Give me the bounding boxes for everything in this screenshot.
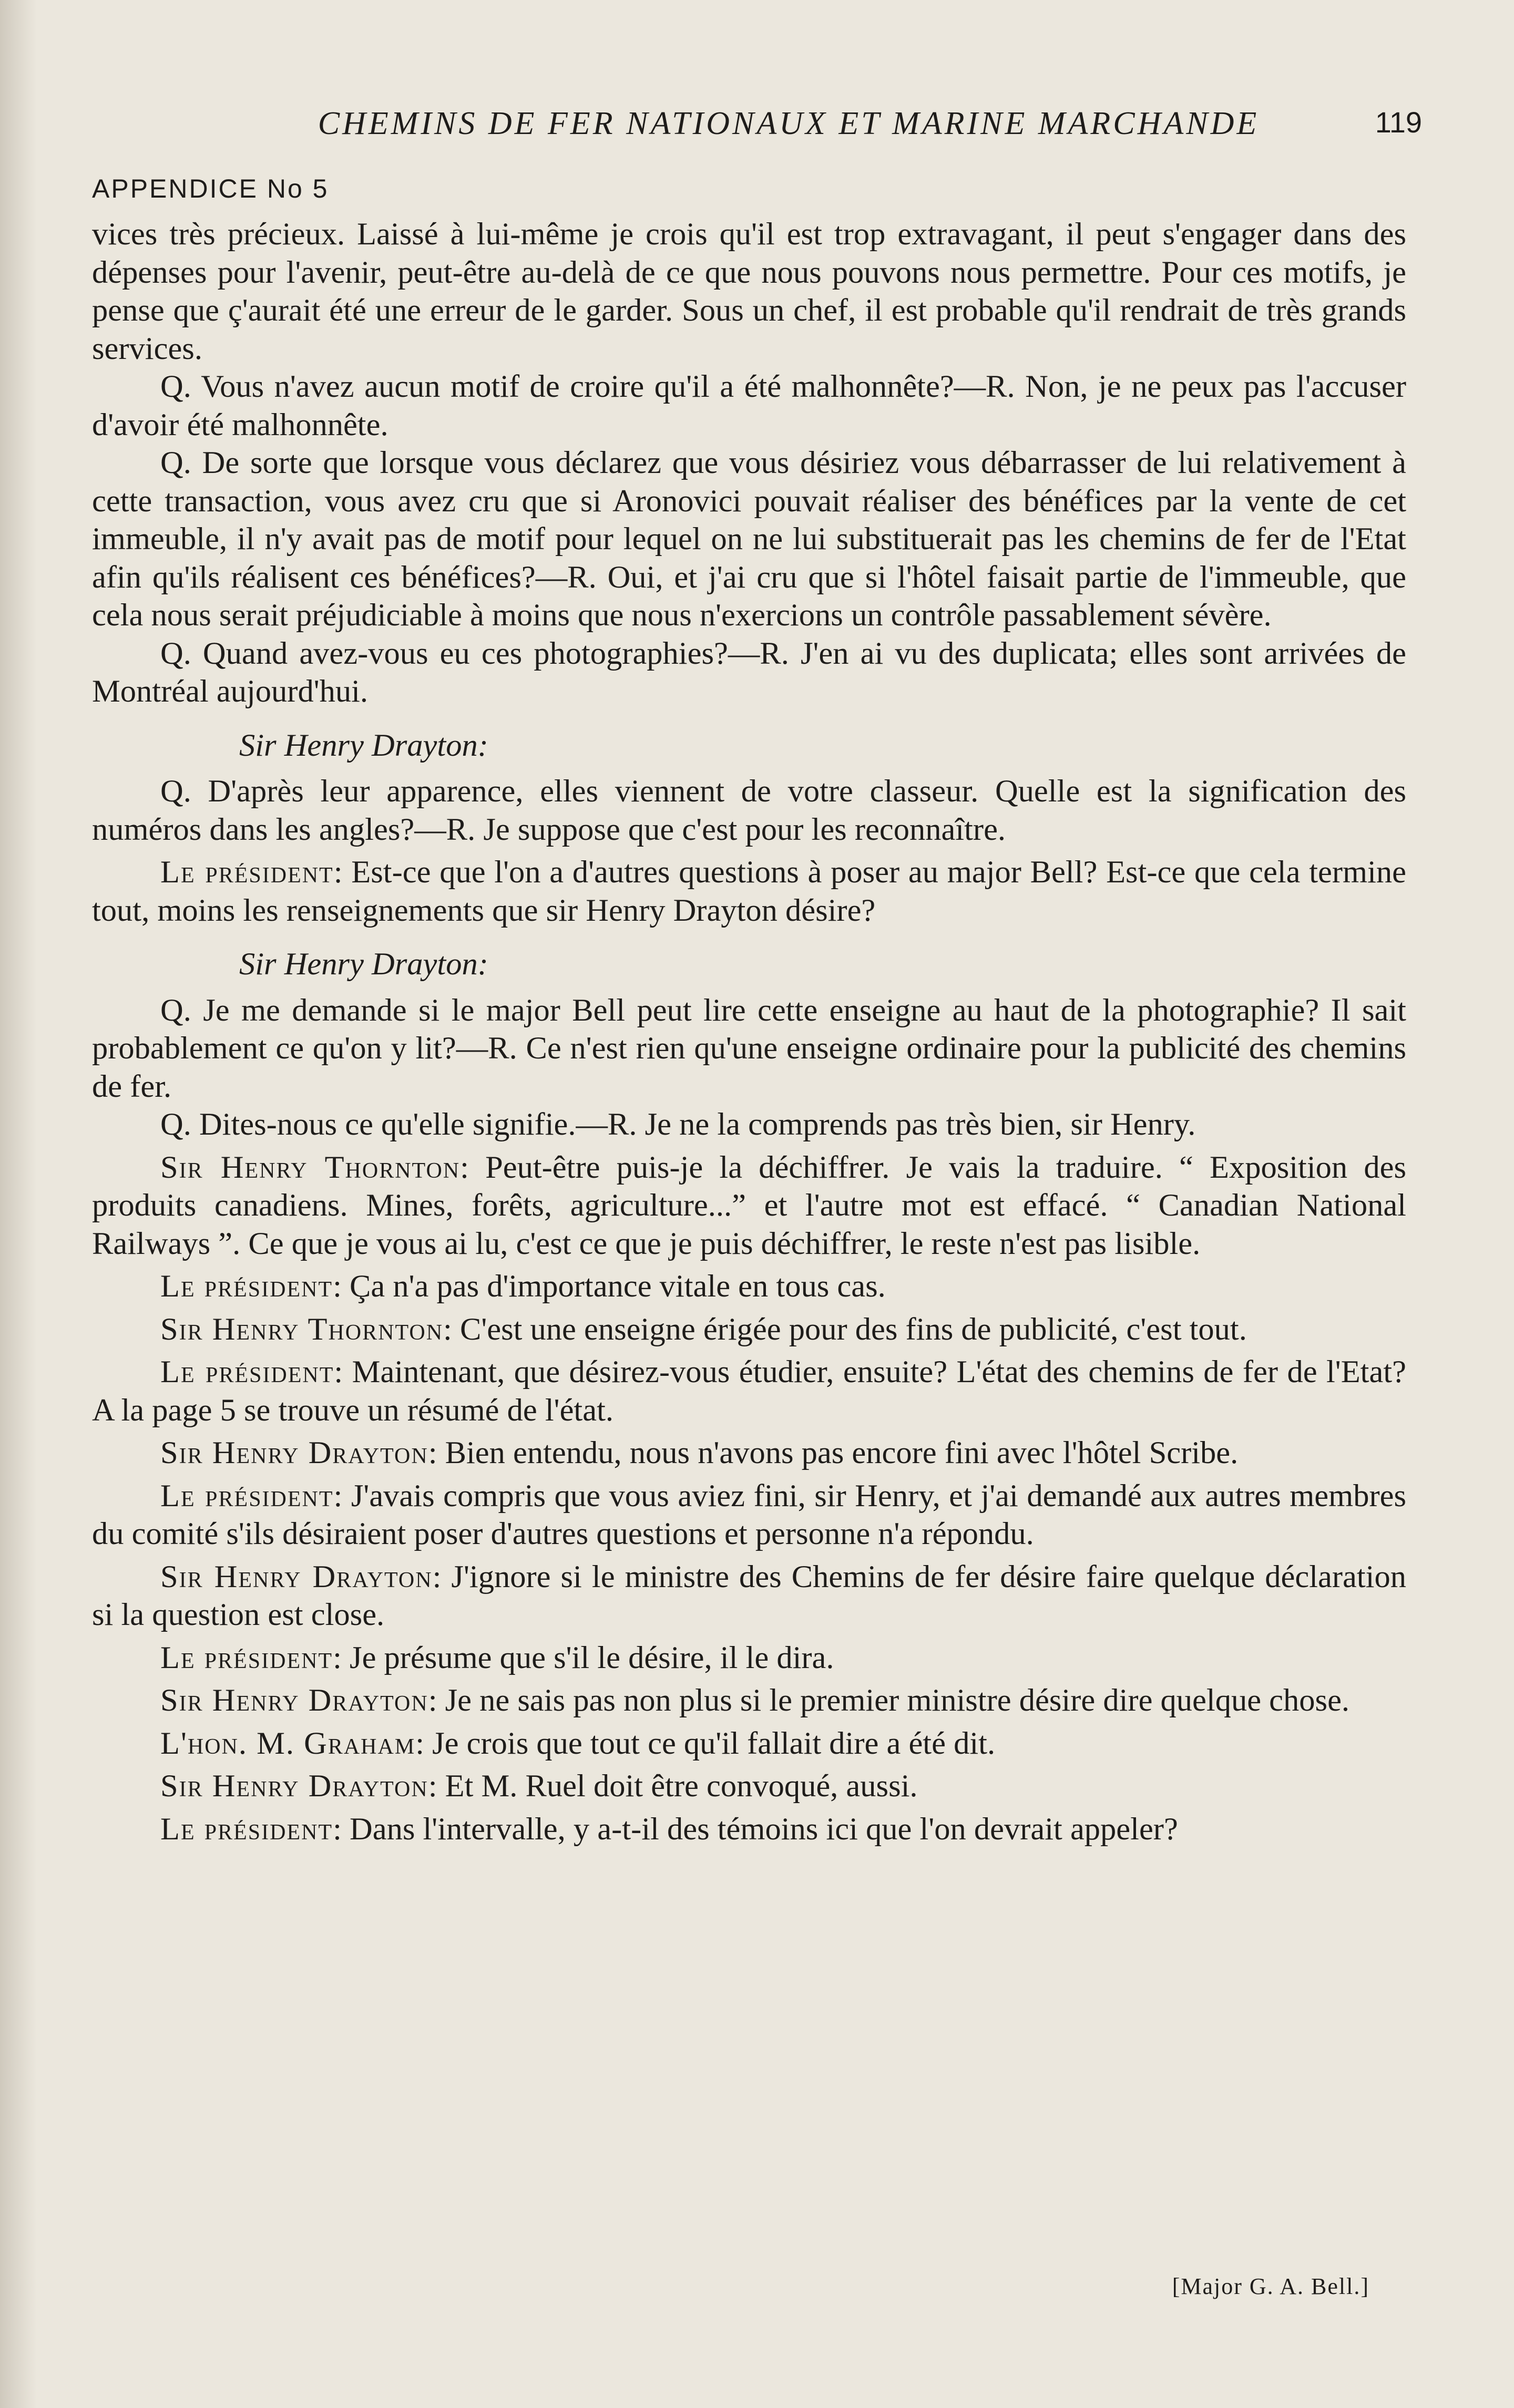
paragraph-16 bbox=[92, 1639, 1406, 1678]
paragraph-3: Q. De sorte que lorsque vous déclarez que vous désiriez vous débarrasser de lui relativement à cette transaction, vous avez cru que si Aronovici pouvait réaliser des bénéfices par la vente de cet immeuble, il n'y avait pas de motif pour lequel on ne lui substituerait pas les chemins de fer de l'Etat afin qu'ils réalisent ces bénéfices?—R. Oui, et j'ai cru que si l'hôtel faisait partie de l'immeuble, que cela nous serait préjudiciable à moins que nous n'exercions un contrôle passablement sévère. bbox=[92, 445, 1406, 633]
paragraph-15 bbox=[92, 1558, 1406, 1634]
speech-text: : Et M. Ruel doit être convoqué, aussi. bbox=[428, 1768, 918, 1804]
paragraph-5: Q. D'après leur apparence, elles viennent de votre classeur. Quelle est la signification des numéros dans les angles?—R. Je suppose que c'est pour les reconnaître. bbox=[92, 774, 1406, 847]
speaker-name: Sir Henry Thornton bbox=[160, 1149, 461, 1185]
page-edge-shadow bbox=[0, 0, 37, 2408]
paragraph-1: vices très précieux. Laissé à lui-même je crois qu'il est trop extravagant, il peut s'engager dans des dépenses pour l'avenir, peut-être au-delà de ce que nous pouvons nous permettre. Pour ces motifs, je pense que ç'aurait été une erreur de le garder. Sous un chef, il est probable qu'il rendrait de très grands services. bbox=[92, 217, 1406, 366]
paragraph-2: Q. Vous n'avez aucun motif de croire qu'il a été malhonnête?—R. Non, je ne peux pas l'accuser d'avoir été malhonnête. bbox=[92, 369, 1406, 443]
speech-text: : Je crois que tout ce qu'il fallait dire a été dit. bbox=[415, 1725, 996, 1761]
speaker-name: Sir Henry Drayton bbox=[160, 1435, 428, 1470]
speaker-name: Le président bbox=[160, 1269, 333, 1304]
running-title: CHEMINS DE FER NATIONAUX ET MARINE MARCHANDE bbox=[318, 106, 1260, 141]
speaker-name: L'hon. M. Graham bbox=[160, 1725, 416, 1761]
speaker-name: Sir Henry Drayton bbox=[160, 1683, 428, 1718]
speech-text: : Peut-être puis-je la déchiffrer. Je vais la traduire. “ Exposition des produits canadiens. Mines, forêts, agriculture...” et l'autre mot est effacé. “ Canadian National Railways ”. Ce que je vous ai lu, c'est ce que je puis déchiffrer, le reste n'est pas lisible. bbox=[92, 1149, 1406, 1261]
speaker-name: Le président bbox=[160, 1354, 334, 1390]
paragraph-12 bbox=[92, 1353, 1406, 1429]
paragraph-14 bbox=[92, 1477, 1406, 1553]
page-number: 119 bbox=[1375, 106, 1422, 139]
paragraph-9 bbox=[92, 1149, 1406, 1263]
speaker-name: Sir Henry Thornton bbox=[160, 1311, 444, 1347]
witness-footer: [Major G. A. Bell.] bbox=[1172, 2273, 1369, 2299]
speech-text: : Maintenant, que désirez-vous étudier, ensuite? L'état des chemins de fer de l'Etat? A la page 5 se trouve un résumé de l'état. bbox=[92, 1354, 1406, 1428]
paragraph-7: Q. Je me demande si le major Bell peut lire cette enseigne au haut de la photographie? Il sait probablement ce qu'on y lit?—R. Ce n'est rien qu'une enseigne ordinaire pour la publicité des chemins de fer. bbox=[92, 992, 1406, 1104]
paragraph-13 bbox=[92, 1434, 1406, 1473]
speaker-name: Le président bbox=[160, 855, 334, 890]
appendix-label: APPENDICE No 5 bbox=[92, 174, 329, 203]
paragraph-4: Q. Quand avez-vous eu ces photographies?—R. J'en ai vu des duplicata; elles sont arrivées de Montréal aujourd'hui. bbox=[92, 635, 1406, 709]
paragraph-6 bbox=[92, 853, 1406, 930]
speech-text: : C'est une enseigne érigée pour des fins de publicité, c'est tout. bbox=[443, 1311, 1247, 1347]
paragraph-10 bbox=[92, 1268, 1406, 1306]
speaker-name: Sir Henry Drayton bbox=[160, 1768, 428, 1804]
speaker-name: Le président bbox=[160, 1640, 333, 1675]
page-header bbox=[92, 105, 1422, 152]
paragraph-17 bbox=[92, 1682, 1406, 1720]
paragraph-8: Q. Dites-nous ce qu'elle signifie.—R. Je ne la comprends pas très bien, sir Henry. bbox=[160, 1107, 1196, 1142]
speech-text: : Je présume que s'il le désire, il le dira. bbox=[333, 1640, 834, 1675]
body-text bbox=[92, 215, 1406, 1848]
speech-text: : J'avais compris que vous aviez fini, sir Henry, et j'ai demandé aux autres membres du comité s'ils désiraient poser d'autres questions et personne n'a répondu. bbox=[92, 1478, 1406, 1551]
speech-text: : J'ignore si le ministre des Chemins de fer désire faire quelque déclaration si la question est close. bbox=[92, 1559, 1406, 1632]
paragraph-18 bbox=[92, 1725, 1406, 1763]
speech-text: : Est-ce que l'on a d'autres questions à poser au major Bell? Est-ce que cela termine tout, moins les renseignements que sir Henry Drayton désire? bbox=[92, 855, 1406, 928]
paragraph-11 bbox=[92, 1311, 1406, 1349]
speech-text: : Je ne sais pas non plus si le premier ministre désire dire quelque chose. bbox=[428, 1683, 1350, 1718]
paragraph-20 bbox=[92, 1810, 1406, 1849]
speech-text: : Bien entendu, nous n'avons pas encore fini avec l'hôtel Scribe. bbox=[428, 1435, 1239, 1470]
speech-text: : Ça n'a pas d'importance vitale en tous cas. bbox=[333, 1269, 886, 1304]
paragraph-19 bbox=[92, 1767, 1406, 1806]
speech-text: : Dans l'intervalle, y a-t-il des témoins ici que l'on devrait appeler? bbox=[333, 1811, 1178, 1847]
speaker-name: Le président bbox=[160, 1811, 333, 1847]
speaker-heading-2: Sir Henry Drayton: bbox=[239, 946, 488, 982]
speaker-heading-1: Sir Henry Drayton: bbox=[239, 727, 488, 763]
speaker-name: Le président bbox=[160, 1478, 334, 1514]
speaker-name: Sir Henry Drayton bbox=[160, 1559, 433, 1594]
